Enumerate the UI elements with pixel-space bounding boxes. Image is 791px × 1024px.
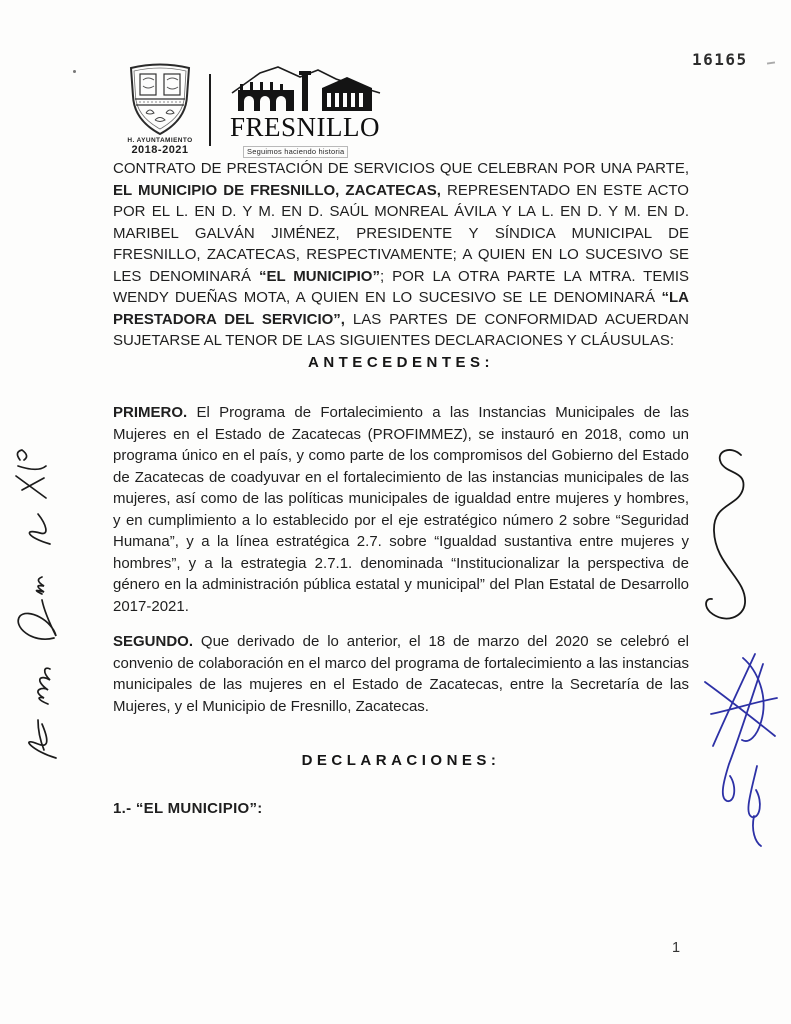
declaraciones-heading: DECLARACIONES: xyxy=(301,752,501,769)
crest-institution-label: H. AYUNTAMIENTO xyxy=(127,137,193,144)
antecedentes-heading: ANTECEDENTES: xyxy=(307,353,494,371)
fresnillo-logo xyxy=(230,62,390,159)
intro-segment: ; POR LA OTRA PARTE LA MTRA. TEMIS WENDY DUEÑAS MOTA, A QUIEN EN LO SUCESIVO SE LE DENOMINARÁ xyxy=(113,267,689,306)
handwritten-flourish-right xyxy=(697,443,767,633)
intro-segment: REPRESENTADO EN ESTE ACTO POR EL L. EN D. Y M. EN D. SAÚL MONREAL ÁVILA Y LA L. EN D. Y M. EN D. MARIBEL GALVÁN JIMÉNEZ, PRESIDENTE Y SÍNDICA MUNICIPAL DE FRESNILLO, ZACATECAS, RESPECTIVAMENTE; A QUIEN EN LO SUCESIVO SE LES DENOMINARÁ xyxy=(113,181,689,285)
clause-text: El Programa de Fortalecimiento a las Instancias Municipales de las Mujeres en el Estado de Zacatecas (PROFIMMEZ), se instauró en 2018, como un programa único en el país, y como parte de los compromisos del Gobierno del Estado de Zacatecas de coadyuvar en el fortalecimiento de las instancias municipales de las mujeres, así como de las políticas municipales de igualdad entre mujeres y hombres, y en cumplimiento a lo establecido por el eje estratégico número 2 sobre “Seguridad Humana”, y a la línea estratégica 2.7. sobre “Igualdad sustantiva entre mujeres y hombres”, y a la estrategia 2.7.1. denominada “Institucionalizar la perspectiva de género en la administración pública estatal y municipal” del Plan Estatal de Desarrollo 2017-2021. xyxy=(113,404,689,615)
intro-segment-bold: “LA PRESTADORA DEL SERVICIO”, xyxy=(113,289,689,328)
page-number: 1 xyxy=(672,940,681,956)
clause-primero xyxy=(113,402,689,617)
intro-segment: CONTRATO DE PRESTACIÓN DE SERVICIOS QUE CELEBRAN POR UNA PARTE, xyxy=(113,160,689,177)
clause-label: SEGUNDO. xyxy=(113,633,194,650)
intro-paragraph xyxy=(113,158,689,352)
crest-shield-icon xyxy=(125,60,195,136)
clause-segundo xyxy=(113,631,689,717)
scan-speck xyxy=(73,70,76,73)
fresnillo-tagline: Seguimos haciendo historia xyxy=(243,146,348,158)
clause-label: PRIMERO. xyxy=(113,404,188,421)
fresnillo-skyline-icon xyxy=(230,62,382,116)
crest-period-label: 2018-2021 xyxy=(131,144,189,156)
handwritten-signature-left xyxy=(0,424,62,766)
ayuntamiento-crest xyxy=(120,60,200,156)
scan-speck xyxy=(767,61,775,64)
intro-segment: LAS PARTES DE CONFORMIDAD ACUERDAN SUJETARSE AL TENOR DE LAS SIGUIENTES DECLARACIONES Y CLÁUSULAS: xyxy=(113,310,689,349)
intro-segment-bold: “EL MUNICIPIO” xyxy=(258,267,380,285)
contract-body xyxy=(113,158,689,819)
handwritten-signature-right-blue xyxy=(697,646,783,851)
header-divider xyxy=(209,74,211,146)
declaraciones-item-1: 1.- “EL MUNICIPIO”: xyxy=(113,799,263,817)
intro-segment-bold: EL MUNICIPIO DE FRESNILLO, ZACATECAS, xyxy=(113,181,441,199)
folio-stamp-number: 16165 xyxy=(692,50,748,69)
fresnillo-wordmark: FRESNILLO xyxy=(230,112,381,142)
clause-text: Que derivado de lo anterior, el 18 de marzo del 2020 se celebró el convenio de colaboración en el marco del programa de fortalecimiento a las instancias municipales de las mujeres en el Estado de Zacatecas, entre la Secretaría de las Mujeres, y el Municipio de Fresnillo, Zacatecas. xyxy=(113,633,689,715)
